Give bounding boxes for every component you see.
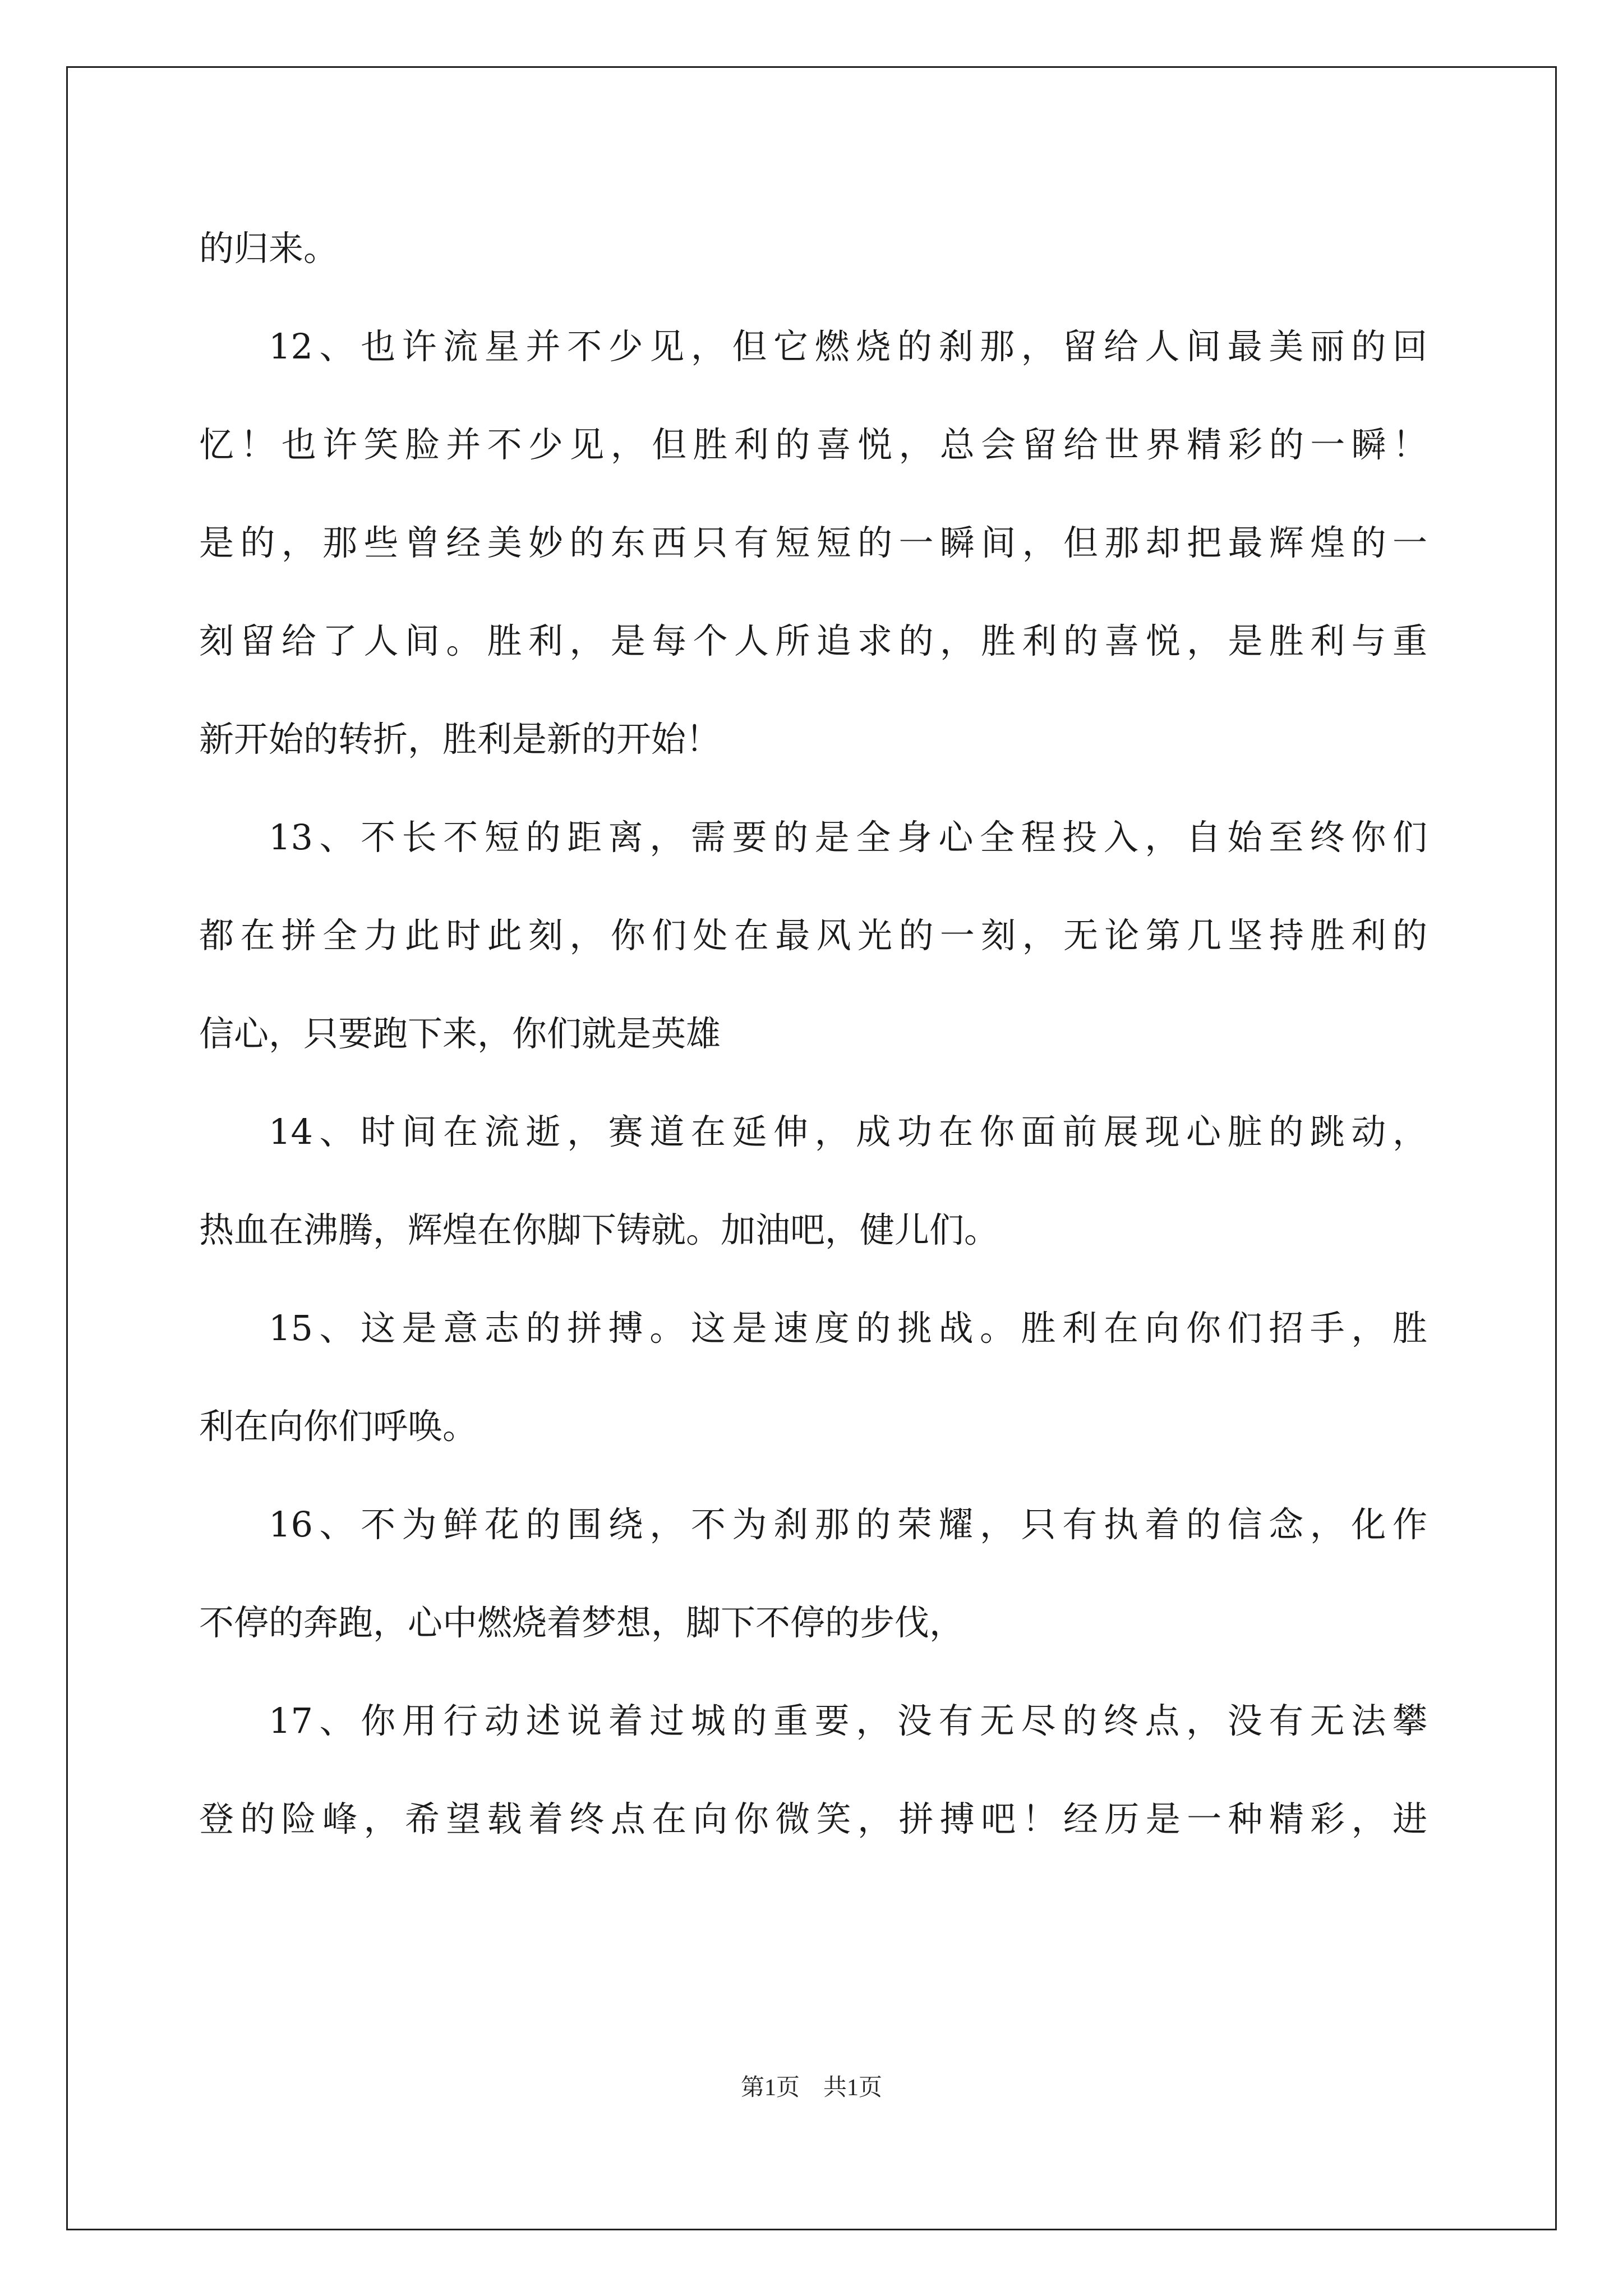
text-line: 16、不为鲜花的围绕，不为刹那的荣耀，只有执着的信念，化作 (269, 1504, 1427, 1545)
document-body (199, 199, 1427, 1868)
text-line: 17、你用行动述说着过城的重要，没有无尽的终点，没有无法攀 (269, 1700, 1427, 1741)
paragraph (199, 1279, 1427, 1475)
text-line: 忆！也许笑脸并不少见，但胜利的喜悦，总会留给世界精彩的一瞬！ (199, 424, 1427, 465)
text-line: 热血在沸腾，辉煌在你脚下铸就。加油吧，健儿们。 (199, 1209, 999, 1250)
text-line: 是的，那些曾经美妙的东西只有短短的一瞬间，但那却把最辉煌的一 (199, 522, 1427, 563)
text-line: 利在向你们呼唤。 (199, 1406, 478, 1447)
text-line: 13、不长不短的距离，需要的是全身心全程投入，自始至终你们 (269, 817, 1427, 858)
text-line: 12、也许流星并不少见，但它燃烧的刹那，留给人间最美丽的回 (269, 326, 1427, 367)
text-line: 都在拼全力此时此刻，你们处在最风光的一刻，无论第几坚持胜利的 (199, 915, 1427, 956)
text-line: 不停的奔跑，心中燃烧着梦想，脚下不停的步伐， (199, 1602, 965, 1643)
paragraph (199, 199, 1427, 297)
paragraph (199, 1672, 1427, 1868)
text-line: 信心，只要跑下来，你们就是英雄 (199, 1013, 721, 1054)
text-line: 新开始的转折，胜利是新的开始！ (199, 719, 721, 760)
text-line: 的归来。 (199, 228, 339, 269)
page-footer: 第1页 共1页 (740, 2075, 882, 2101)
text-line: 刻留给了人间。胜利，是每个人所追求的，胜利的喜悦，是胜利与重 (199, 620, 1427, 661)
paragraph (199, 297, 1427, 788)
paragraph (199, 1083, 1427, 1279)
text-line: 14、时间在流逝，赛道在延伸，成功在你面前展现心脏的跳动， (269, 1111, 1427, 1152)
text-line: 登的险峰，希望载着终点在向你微笑，拼搏吧！经历是一种精彩，进 (199, 1798, 1427, 1839)
text-line: 15、这是意志的拼搏。这是速度的挑战。胜利在向你们招手，胜 (269, 1308, 1427, 1349)
paragraph (199, 1475, 1427, 1672)
paragraph (199, 788, 1427, 1083)
